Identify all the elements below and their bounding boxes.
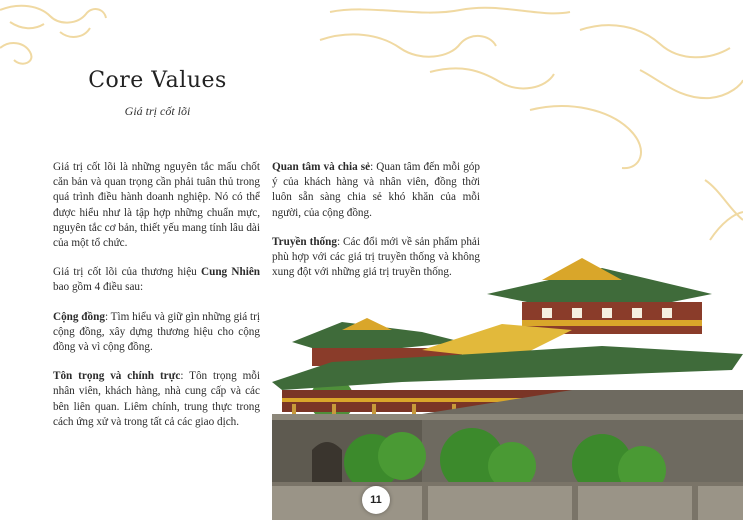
value-term: Quan tâm và chia sẻ bbox=[272, 161, 371, 173]
imperial-gate-palace-illustration bbox=[272, 250, 743, 520]
value-text: : Tôn trọng mỗi nhân viên, khách hàng, nhà cung cấp và các bên liên quan. Liêm chính, trung thực trong cách ứng xử và trong tất cả các giao dịch. bbox=[53, 370, 260, 428]
value-term: Cộng đồng bbox=[53, 310, 105, 323]
brand-name: Cung Nhiên bbox=[201, 266, 261, 279]
page-number-badge: 11 bbox=[362, 486, 390, 514]
brand-paragraph bbox=[53, 265, 260, 295]
value-respect-integrity bbox=[53, 369, 260, 430]
brand-prefix: Giá trị cốt lõi của thương hiệu bbox=[53, 266, 202, 279]
left-text-column bbox=[53, 160, 260, 444]
value-community bbox=[53, 310, 260, 356]
value-text: : Các đổi mới về sản phẩm phải phù hợp với các giá trị truyền thống và không xung đột với những giá trị truyền thống. bbox=[272, 235, 480, 279]
value-care-share bbox=[272, 160, 480, 221]
page-title: Core Values bbox=[88, 68, 227, 93]
value-text: : Tìm hiểu và giữ gìn những giá trị cộng đồng, xây dựng thương hiệu cho cộng đồng và vì cộng đồng. bbox=[53, 310, 261, 354]
value-term: Tôn trọng và chính trực bbox=[53, 370, 181, 383]
cloud-ornament-top-left bbox=[0, 0, 110, 75]
value-term: Truyền thống bbox=[272, 235, 337, 248]
page-subtitle: Giá trị cốt lõi bbox=[124, 104, 191, 118]
value-text: : Quan tâm đến mỗi góp ý của khách hàng và nhân viên, đồng thời luôn sẵn sàng chia sẻ khó khăn của mỗi người, của cộng đồng. bbox=[272, 161, 480, 219]
brand-suffix: bao gồm 4 điều sau: bbox=[53, 281, 144, 294]
intro-paragraph: Giá trị cốt lõi là những nguyên tắc mấu chốt căn bản và quan trọng cần phải tuân thủ trong quá trình điều hành doanh nghiệp. Nó có thể được hiểu như là tập hợp những chuẩn mực, nguyên tắc cơ bản, thiết yếu mang tính lâu dài của một tổ chức. bbox=[53, 161, 260, 250]
